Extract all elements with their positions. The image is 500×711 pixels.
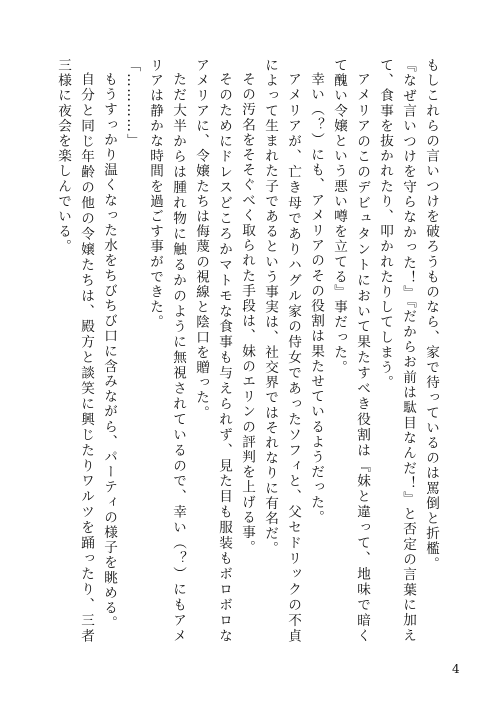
- paragraph: もしこれらの言いつけを破ろうものなら、家で待っているのは罵倒と折檻。: [423, 58, 439, 572]
- paragraph: 自分と同じ年齢の他の令嬢たちは、殿方と談笑に興じたりワルツを踊ったり、三者三様に夜会を楽しんでいる。: [55, 58, 94, 643]
- paragraph: 『なぜ言いつけを守らなかった！』『だからお前は駄目なんだ！』と否定の言葉に加えて、食事を抜かれたり、叩かれたりしてしまう。: [377, 58, 416, 643]
- paragraph: ただ大半からは腫れ物に触るかのように無視されているので、幸い（？）にもアメリアは静かな時間を過ごす事ができた。: [147, 58, 186, 643]
- paragraph: もうすっかり温くなった水をちびちび口に含みながら、パーティの様子を眺める。: [101, 71, 117, 631]
- page-number: 4: [452, 662, 460, 676]
- paragraph: アメリアのこのデビュタントにおいて果たすべき役割は『妹と違って、地味で暗くて醜い令嬢という悪い噂を立てる』事だった。: [331, 58, 370, 643]
- paragraph: その汚名をそそぐべく取られた手段は、妹のエリンの評判を上げる事。: [239, 71, 255, 555]
- vertical-text-block: [42, 58, 442, 643]
- paragraph: 「…………」: [124, 58, 140, 149]
- paragraph: アメリアが、亡き母でありハグル家の侍女であったソフィと、父セドリックの不貞によって生まれた子であるという事実は、社交界ではそれなりに有名だ。: [262, 58, 301, 643]
- paragraph: 幸い（？）にも、アメリアのその役割は果たせているようだった。: [308, 71, 324, 525]
- paragraph: そのためにドレスどころかマトモな食事も与えられず、見た目も服装もボロボロなアメリアに、令嬢たちは侮蔑の視線と陰口を贈った。: [193, 58, 232, 643]
